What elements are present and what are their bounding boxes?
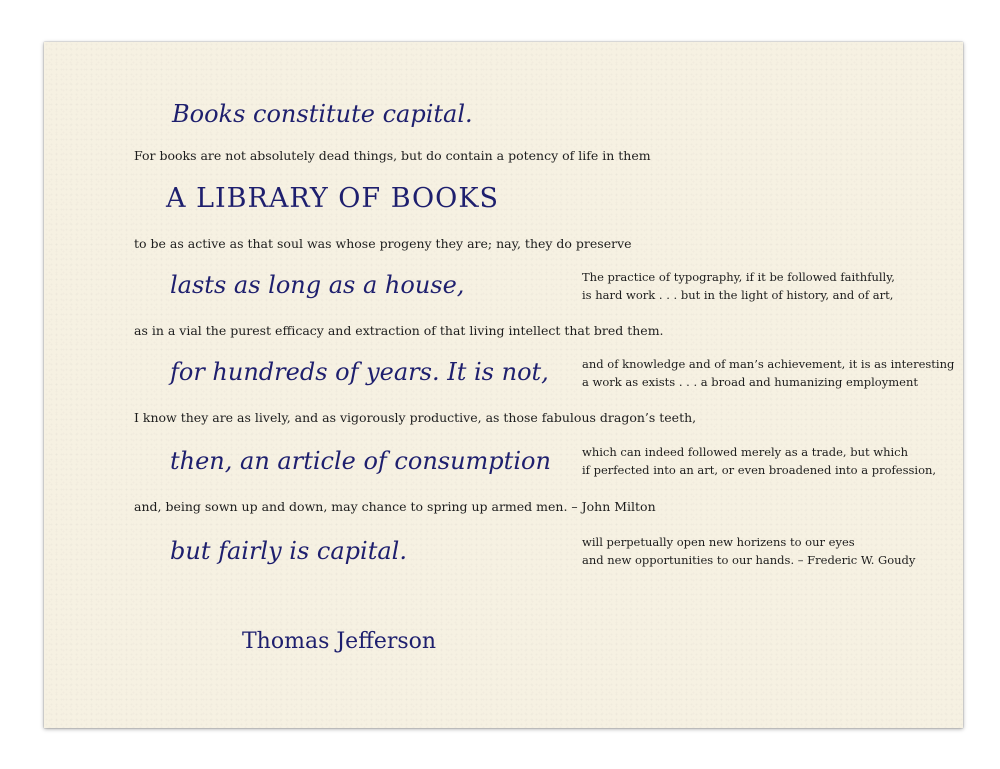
- goudy-line-7: will perpetually open new horizens to our eyes: [582, 535, 855, 549]
- broadside-sheet: [44, 42, 963, 728]
- goudy-line-4: a work as exists . . . a broad and humanizing employment: [582, 375, 918, 390]
- jefferson-line-1: Books constitute capital.: [172, 100, 473, 128]
- goudy-block-1: [582, 268, 895, 305]
- jefferson-author: Thomas Jefferson: [242, 629, 437, 654]
- milton-line-4: I know they are as lively, and as vigorously productive, as those fabulous dragon’s teeth,: [134, 410, 697, 425]
- milton-line-3: as in a vial the purest efficacy and extraction of that living intellect that bred them.: [134, 323, 664, 338]
- goudy-line-5: which can indeed followed merely as a trade, but which: [582, 445, 909, 459]
- jefferson-line-6: but fairly is capital.: [170, 537, 407, 565]
- milton-line-5: and, being sown up and down, may chance to spring up armed men. – John Milton: [134, 499, 656, 514]
- goudy-line-6: if perfected into an art, or even broadened into a profession,: [582, 463, 937, 478]
- jefferson-line-4: for hundreds of years. It is not,: [170, 358, 549, 386]
- jefferson-line-5: then, an article of consumption: [170, 447, 551, 475]
- milton-line-1: For books are not absolutely dead things, but do contain a potency of life in them: [134, 148, 651, 163]
- goudy-block-3: [582, 443, 936, 480]
- goudy-line-2: is hard work . . . but in the light of history, and of art,: [582, 288, 894, 303]
- milton-line-2: to be as active as that soul was whose progeny they are; nay, they do preserve: [134, 236, 632, 251]
- jefferson-line-2: A LIBRARY OF BOOKS: [166, 183, 499, 214]
- goudy-line-8: and new opportunities to our hands. – Frederic W. Goudy: [582, 553, 916, 568]
- goudy-block-2: [582, 355, 954, 392]
- goudy-line-1: The practice of typography, if it be followed faithfully,: [582, 270, 895, 284]
- jefferson-line-3: lasts as long as a house,: [170, 271, 465, 299]
- goudy-line-3: and of knowledge and of man’s achievement, it is as interesting: [582, 357, 955, 371]
- goudy-block-4: [582, 533, 915, 570]
